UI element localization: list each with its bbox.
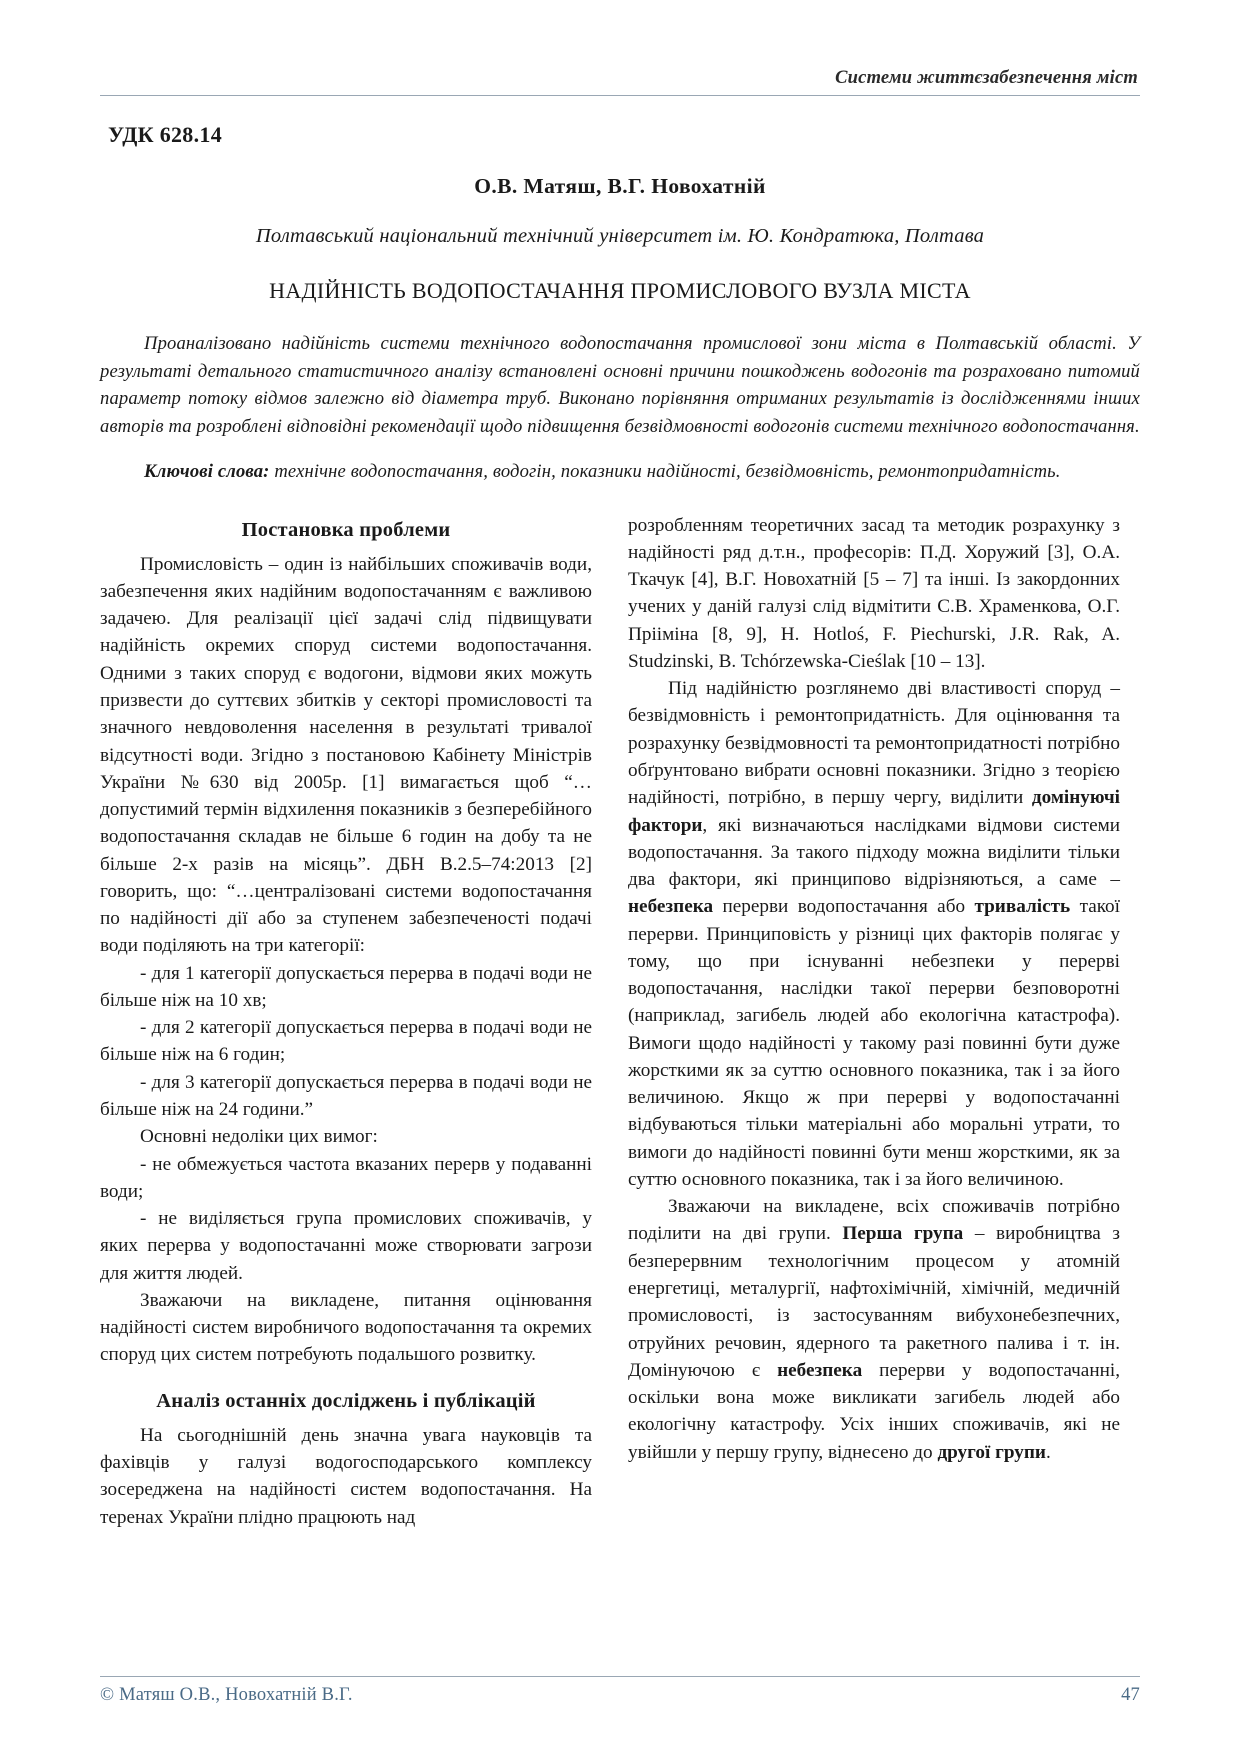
paragraph: На сьогоднішній день значна увага науковців та фахівців у галузі водогосподарського комплексу зосереджена на надійності систем водопостачання. На теренах України плідно працюють над — [100, 1424, 592, 1528]
paragraph-rich: Зважаючи на викладене, всіх споживачів потрібно поділити на дві групи. Перша група – виробництва з безперервним технологічним процесом у атомній енергетиці, металургії, нафтохімічній, хімічній, медичній промисловості, із застосуванням вибухонебезпечних, отруйних речовин, ядерного та ракетного палива і т. ін. Домінуючою є небезпека перерви у водопостачанні, оскільки вона може викликати загибель людей або екологічну катастрофу. Усіх інших споживачів, які не увійшли у першу групу, віднесено до другої групи. — [628, 1196, 1120, 1463]
paragraph: Основні недоліки цих вимог: — [140, 1126, 378, 1148]
page-title: НАДІЙНІСТЬ ВОДОПОСТАЧАННЯ ПРОМИСЛОВОГО ВУЗЛА МІСТА — [269, 278, 971, 303]
authors: О.В. Матяш, В.Г. Новохатній — [474, 174, 766, 198]
copyright: © Матяш О.В., Новохатній В.Г. — [100, 1685, 353, 1705]
keywords — [100, 458, 1140, 486]
running-head: Системи життєзабезпечення міст — [835, 68, 1138, 88]
page-number: 47 — [1121, 1685, 1140, 1705]
page-footer — [100, 1676, 1140, 1706]
footer-divider — [100, 1676, 1140, 1677]
abstract: Проаналізовано надійність системи технічного водопостачання промислової зони міста в Полтавській області. У результаті детального статистичного аналізу встановлені основні причини пошкоджень водогонів та розраховано питомий параметр потоку відмов залежно від діаметра труб. Виконано порівняння отриманих результатів із дослідженнями інших авторів та розроблені відповідні рекомендації щодо підвищення безвідмовності водогонів системи технічного водопостачання. — [100, 333, 1140, 437]
paragraph-rich: Під надійністю розглянемо дві властивості споруд – безвідмовність і ремонтопридатність. Для оцінювання та розрахунку безвідмовності та ремонтопридатності потрібно обґрунтовано вибрати основні показники. Згідно з теорією надійності, потрібно, в першу чергу, виділити домінуючі фактори, які визначаються наслідками відмови системи водопостачання. За такого підходу можна виділити тільки два фактори, які принципово відрізняються, а саме – небезпека перерви водопостачання або тривалість такої перерви. Принциповість у різниці цих факторів полягає у тому, що при існуванні небезпеки у перерві водопостачання, наслідки такої перерви безповоротні (наприклад, загибель людей або екологічна катастрофа). Вимоги щодо надійності у такому разі повинні бути дуже жорсткими як за суттю основного показника, так і за його величиною. Якщо ж при перерві у водопостачанні відбуваються тільки матеріальні або моральні утрати, то вимоги до надійності повинні бути менш жорсткими, як за суттю основного показника, так і за його величиною. — [628, 678, 1120, 1190]
paragraph: - для 1 категорії допускається перерва в подачі води не більше ніж на 10 хв; — [100, 962, 592, 1011]
affiliation: Полтавський національний технічний університет ім. Ю. Кондратюка, Полтава — [255, 225, 985, 247]
udk-code: УДК 628.14 — [108, 122, 223, 147]
left-column — [100, 512, 592, 1531]
paragraph: - для 2 категорії допускається перерва в подачі води не більше ніж на 6 годин; — [100, 1017, 592, 1066]
section-heading-problem: Постановка проблеми — [241, 518, 451, 541]
paragraph: - не виділяється група промислових споживачів, у яких перерва у водопостачанні може створювати загрози для життя людей. — [100, 1208, 592, 1284]
body-columns — [100, 512, 1140, 1531]
paragraph: розробленням теоретичних засад та методик розрахунку з надійності ряд д.т.н., професорів: П.Д. Хоружий [3], О.А. Ткачук [4], В.Г. Новохатній [5 – 7] та інші. Із закордонних учених у даній галузі слід відмітити С.В. Храменкова, О.Г. Прііміна [8, 9], H. Hotloś, F. Piechurski, J.R. Rak, A. Studzinski, B. Tchórzewska-Cieślak [10 – 13]. — [628, 514, 1120, 672]
paragraph: - не обмежується частота вказаних перерв у подаванні води; — [100, 1153, 592, 1202]
section-heading-analysis: Аналіз останніх досліджень і публікацій — [156, 1389, 536, 1412]
paragraph: Зважаючи на викладене, питання оцінювання надійності систем виробничого водопостачання та окремих споруд цих систем потребують подальшого розвитку. — [100, 1289, 592, 1366]
paragraph: - для 3 категорії допускається перерва в подачі води не більше ніж на 24 години.” — [100, 1071, 592, 1120]
right-column — [628, 512, 1120, 1531]
keywords-text: технічне водопостачання, водогін, показники надійності, безвідмовність, ремонтопридатність. — [269, 461, 1061, 483]
header-divider — [100, 95, 1140, 96]
keywords-label: Ключові слова: — [144, 461, 270, 483]
paragraph: Промисловість – один із найбільших споживачів води, забезпечення яких надійним водопостачанням є важливою задачею. Для реалізації цієї задачі слід підвищувати надійність окремих споруд системи водопостачання. Одними з таких споруд є водогони, відмови яких можуть призвести до суттєвих збитків у секторі промисловості та значного невдоволення населення в результаті тривалої відсутності води. Згідно з постановою Кабінету Міністрів України №630 від 2005р. [1] вимагається щоб “…допустимий термін відхилення показників з безперебійного водопостачання складав не більше 6 годин на добу та не більше 2-х разів на місяць”. ДБН В.2.5–74:2013 [2] говорить, що: “…централізовані системи водопостачання по надійності дії або за ступенем забезпеченості подачі води поділяють на три категорії: — [100, 553, 592, 957]
footer-row — [100, 1685, 1140, 1706]
